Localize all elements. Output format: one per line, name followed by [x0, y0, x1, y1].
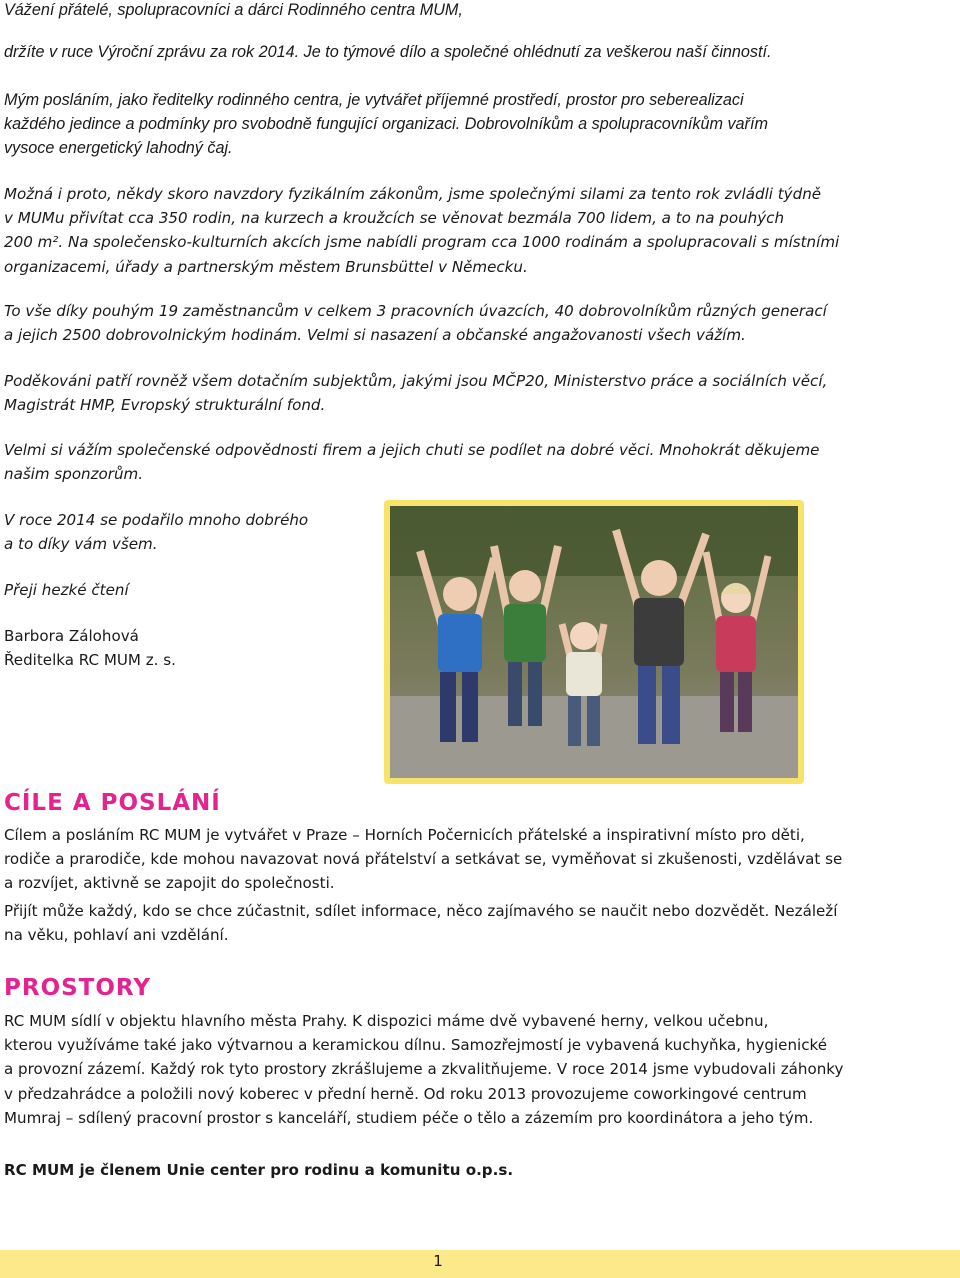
intro-line: držíte v ruce Výroční zprávu za rok 2014. Je to týmové dílo a společné ohlédnutí za veškerou naší činností. [4, 43, 772, 61]
signature-name: Barbora Zálohová [4, 627, 139, 645]
goals-paragraph [4, 899, 837, 947]
text-line: organizacemi, úřady a partnerským městem Brunsbüttel v Německu. [4, 257, 528, 276]
text-line: Možná i proto, někdy skoro navzdory fyzikálním zákonům, jsme společnými silami za tento rok zvládli týdně [4, 185, 822, 203]
text-line: v MUMu přivítat cca 350 rodin, na kurzech a kroužcích se věnovat bezmála 700 lidem, a to na pouhých [4, 209, 785, 228]
body-paragraph [4, 299, 827, 347]
children-photo [384, 500, 804, 784]
text-line: Magistrát HMP, Evropský strukturální fond. [4, 396, 326, 415]
text-line: Mumraj – sdílený pracovní prostor s kanceláří, studiem péče o tělo a zázemím pro koordinátora a jeho tým. [4, 1108, 814, 1127]
signature-title: Ředitelka RC MUM z. s. [4, 651, 176, 670]
text-line: V roce 2014 se podařilo mnoho dobrého [4, 511, 309, 529]
intro-paragraph-line: Mým posláním, jako ředitelky rodinného centra, je vytvářet příjemné prostředí, prostor pro seberealizaci [4, 91, 744, 109]
text-line: našim sponzorům. [4, 465, 144, 484]
text-line: Velmi si vážím společenské odpovědnosti firem a jejich chuti se podílet na dobré věci. Mnohokrát děkujeme [4, 441, 820, 459]
text-line: Poděkováni patří rovněž všem dotačním subjektům, jakými jsou MČP20, Ministerstvo práce a sociálních věcí, [4, 372, 828, 390]
goals-paragraph [4, 823, 842, 896]
text-line: rodiče a prarodiče, kde mohou navazovat nová přátelství a setkávat se, vyměňovat si zkušenosti, vzdělávat se [4, 850, 843, 869]
text-line: Cílem a posláním RC MUM je vytvářet v Praze – Horních Počernicích přátelské a inspirativní místo pro děti, [4, 826, 805, 844]
text-line: a jejich 2500 dobrovolnickým hodinám. Velmi si nasazení a občanské angažovanosti všech vážím. [4, 326, 746, 345]
text-line: 200 m². Na společensko-kulturních akcích jsme nabídli program cca 1000 rodinám a spolupracovali s místními [4, 233, 840, 252]
text-line: a to díky vám všem. [4, 535, 158, 554]
greeting: Vážení přátelé, spolupracovníci a dárci Rodinného centra MUM, [4, 1, 463, 19]
intro-paragraph-line: každého jedince a podmínky pro svobodně fungující organizaci. Dobrovolníkům a spolupracovníkům vařím [4, 115, 768, 133]
section-heading-spaces: PROSTORY [4, 975, 152, 1001]
body-paragraph [4, 508, 308, 556]
text-line: kterou využíváme také jako výtvarnou a keramickou dílnu. Samozřejmostí je vybavená kuchyňka, hygienické [4, 1036, 828, 1055]
closing-wish: Přeji hezké čtení [4, 581, 129, 599]
body-paragraph [4, 182, 839, 279]
text-line: Přijít může každý, kdo se chce zúčastnit, sdílet informace, něco zajímavého se naučit nebo dozvědět. Nezáleží [4, 902, 838, 920]
body-paragraph [4, 369, 827, 417]
section-heading-goals: CÍLE A POSLÁNÍ [4, 790, 221, 816]
page-number: 1 [433, 1252, 443, 1270]
spaces-paragraph [4, 1009, 843, 1130]
footer-bar [0, 1250, 960, 1278]
body-paragraph [4, 438, 819, 486]
text-line: a rozvíjet, aktivně se zapojit do společnosti. [4, 874, 335, 893]
text-line: v předzahrádce a položili nový koberec v přední herně. Od roku 2013 provozujeme coworkingové centrum [4, 1084, 807, 1103]
membership-note: RC MUM je členem Unie center pro rodinu a komunitu o.p.s. [4, 1161, 514, 1179]
signature-block [4, 624, 176, 672]
intro-paragraph-line: vysoce energetický lahodný čaj. [4, 139, 233, 157]
text-line: To vše díky pouhým 19 zaměstnancům v celkem 3 pracovních úvazcích, 40 dobrovolníkům různých generací [4, 302, 827, 320]
children-photo-illustration [390, 506, 798, 778]
text-line: a provozní zázemí. Každý rok tyto prostory zkrášlujeme a zkvalitňujeme. V roce 2014 jsme vybudovali záhonky [4, 1060, 844, 1079]
text-line: RC MUM sídlí v objektu hlavního města Prahy. K dispozici máme dvě vybavené herny, velkou učebnu, [4, 1012, 769, 1030]
text-line: na věku, pohlaví ani vzdělání. [4, 926, 229, 945]
